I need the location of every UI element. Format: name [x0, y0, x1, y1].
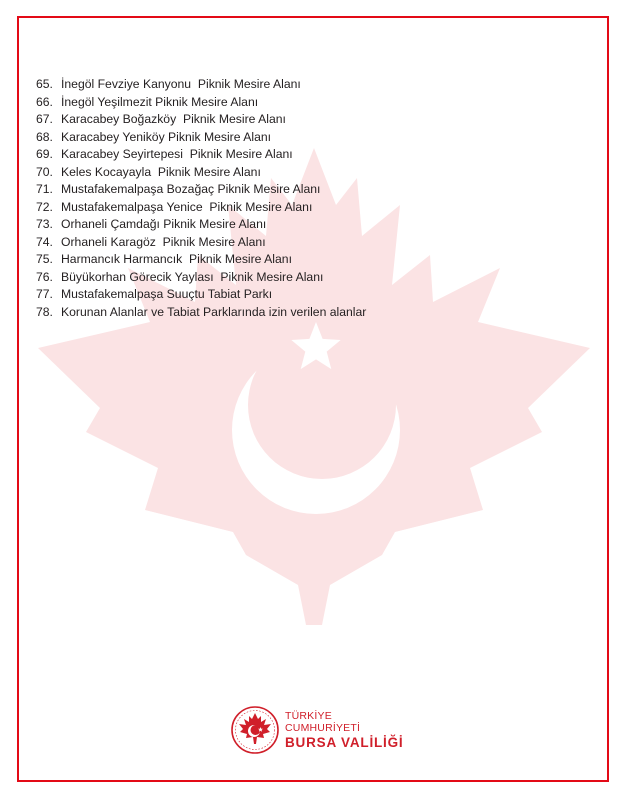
list-item: 78. Korunan Alanlar ve Tabiat Parklarında izin verilen alanlar — [36, 304, 367, 319]
list-item: 77. Mustafakemalpaşa Suuçtu Tabiat Parkı — [36, 287, 273, 301]
list-item: 65. İnegöl Fevziye Kanyonu Piknik Mesire Alanı — [36, 77, 301, 91]
list-item: 71. Mustafakemalpaşa Bozağaç Piknik Mesire Alanı — [36, 182, 321, 196]
list-item: 72. Mustafakemalpaşa Yenice Piknik Mesire Alanı — [36, 199, 313, 214]
list-item: 68. Karacabey Yeniköy Piknik Mesire Alanı — [36, 129, 272, 144]
bursa-valiligi-logo — [230, 702, 410, 758]
list-item: 67. Karacabey Boğazköy Piknik Mesire Alanı — [36, 112, 286, 126]
list-item: 75. Harmancık Harmancık Piknik Mesire Alanı — [36, 252, 292, 266]
list-item: 66. İnegöl Yeşilmezit Piknik Mesire Alanı — [36, 94, 259, 109]
governorship-emblem-icon — [230, 705, 280, 755]
list-item: 70. Keles Kocayayla Piknik Mesire Alanı — [36, 164, 261, 179]
list-item: 76. Büyükorhan Görecik Yaylası Piknik Mesire Alanı — [36, 269, 324, 284]
list-item: 74. Orhaneli Karagöz Piknik Mesire Alanı — [36, 234, 266, 249]
list-item: 69. Karacabey Seyirtepesi Piknik Mesire Alanı — [36, 147, 293, 161]
list-item: 73. Orhaneli Çamdağı Piknik Mesire Alanı — [36, 217, 267, 231]
logo-line-2: BURSA VALİLİĞİ — [285, 735, 404, 750]
logo-line-1: TÜRKİYE CUMHURİYETİ — [285, 710, 361, 734]
protected-area-list — [36, 76, 366, 321]
